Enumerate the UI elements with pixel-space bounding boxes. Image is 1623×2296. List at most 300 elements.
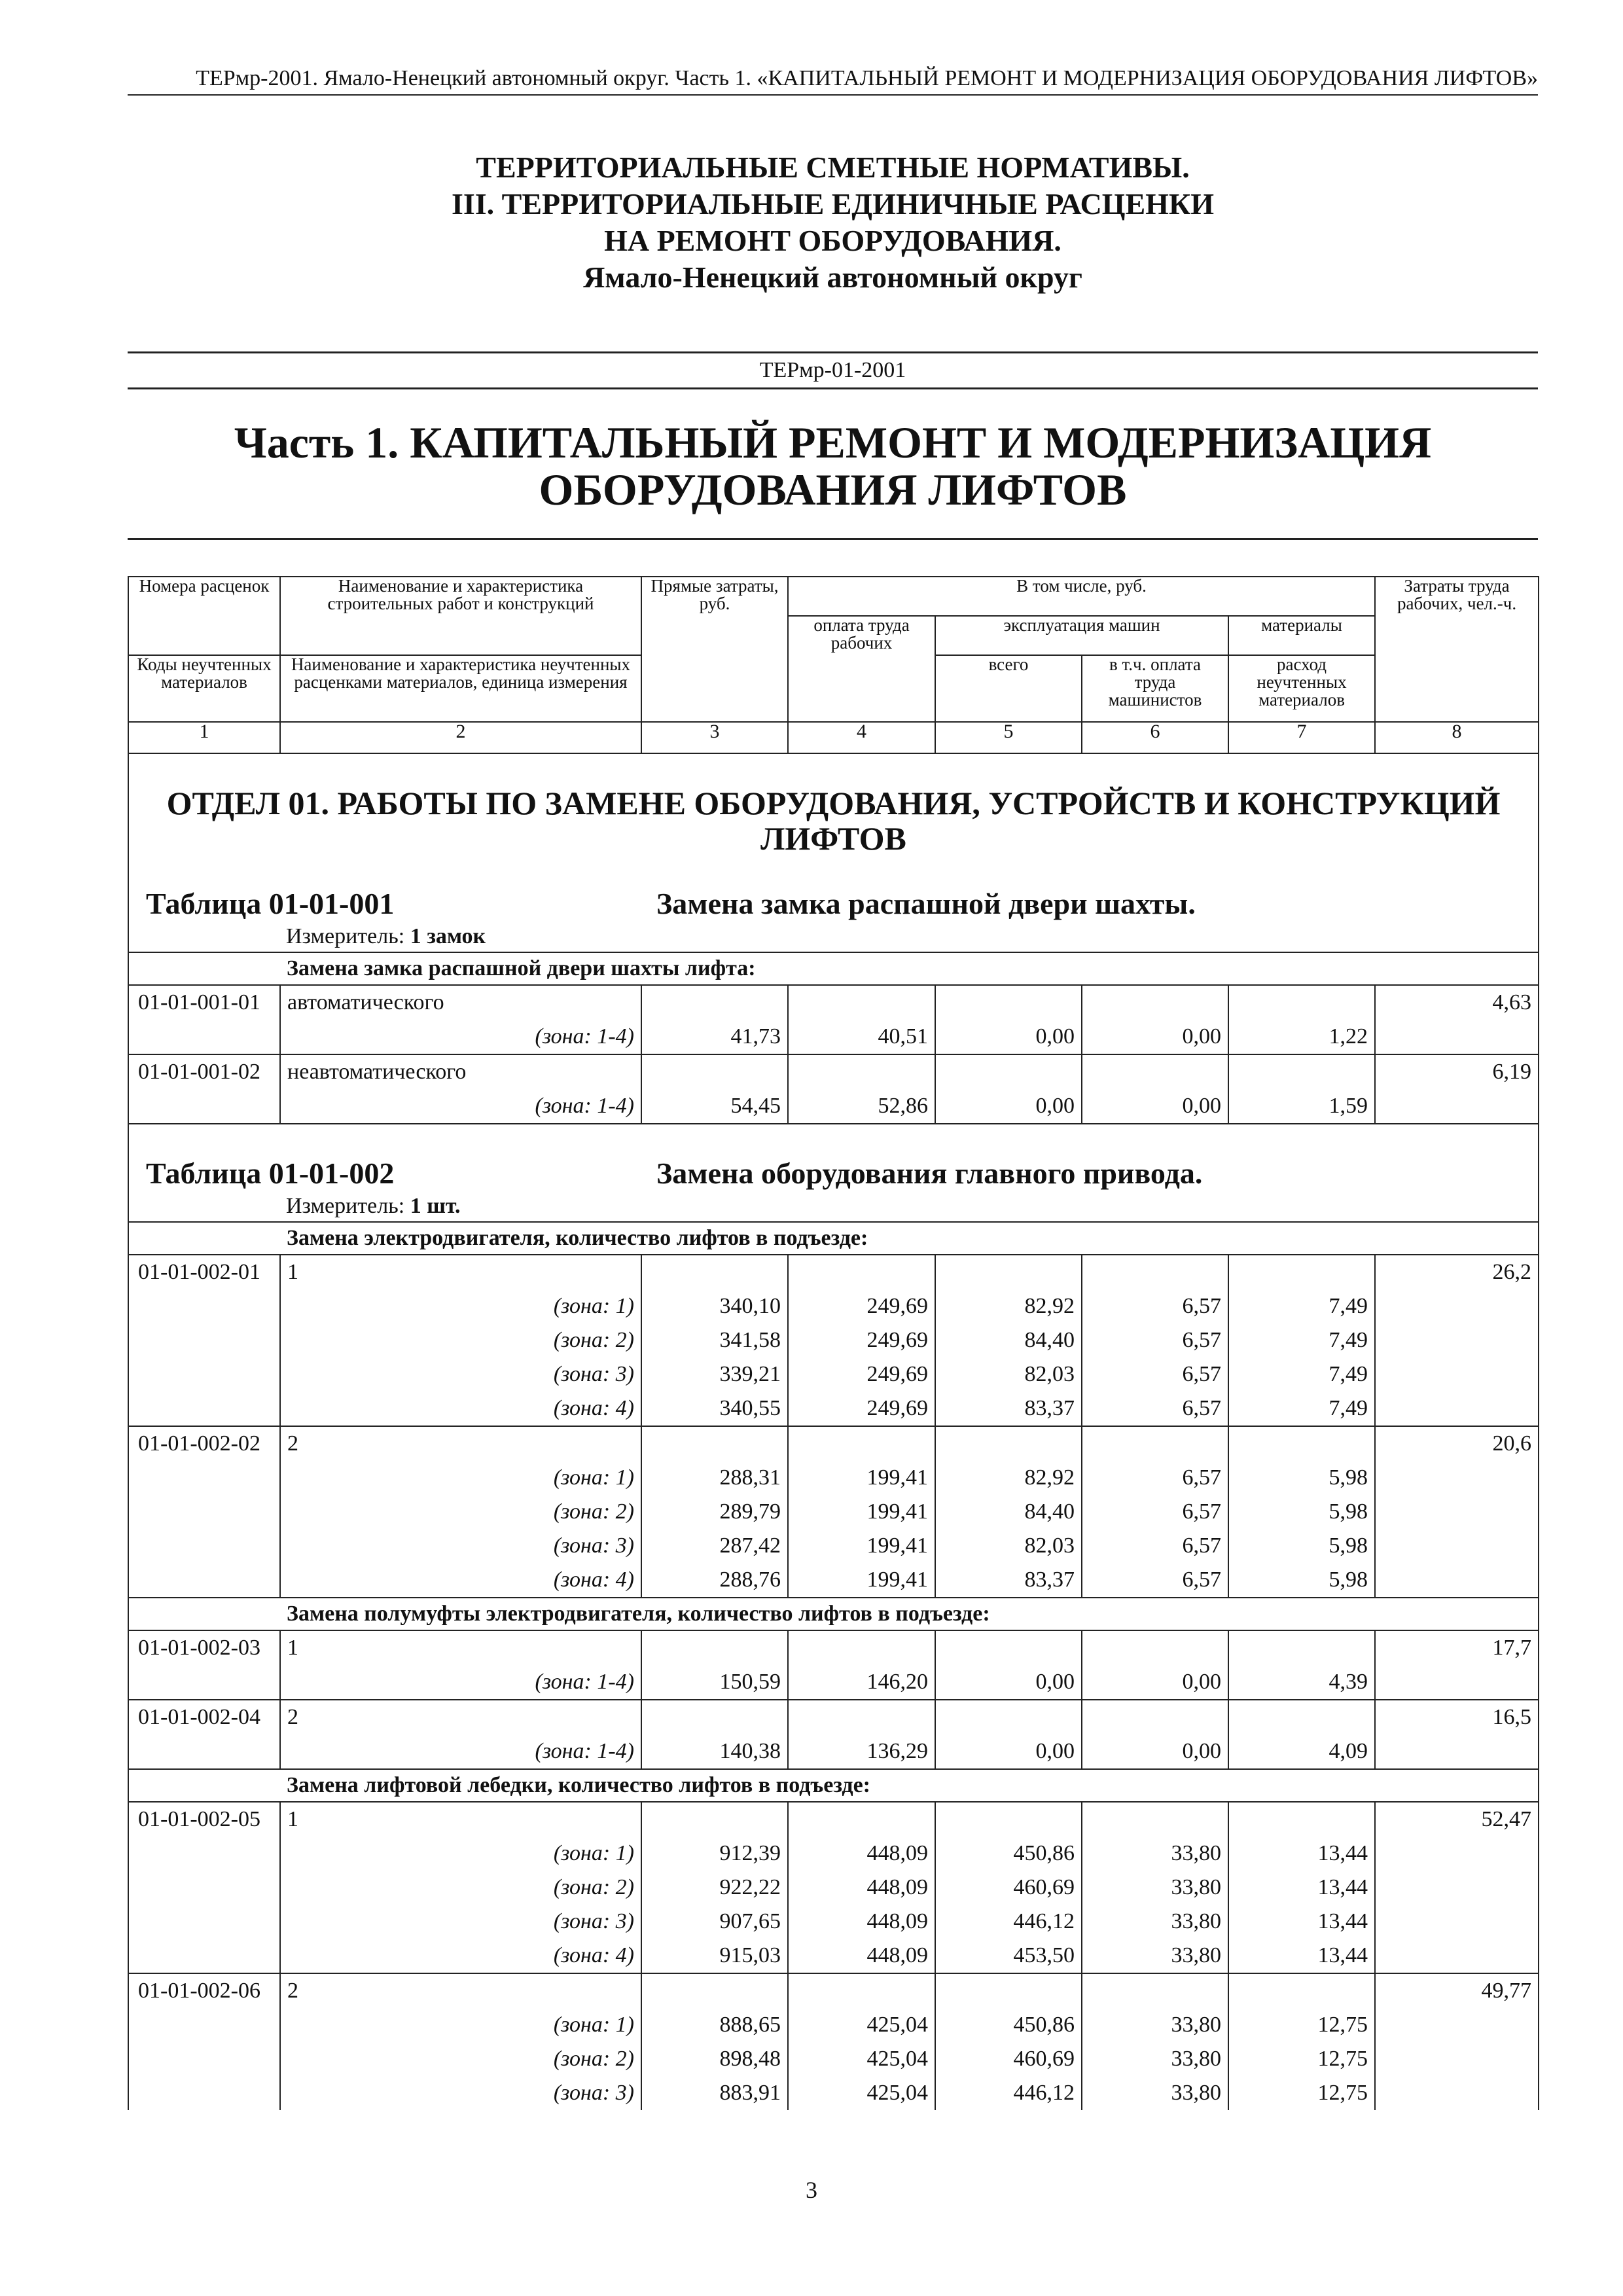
machines-total: 82,03 (935, 1529, 1082, 1563)
empty-cell (1082, 1426, 1228, 1461)
operator-wages: 0,00 (1082, 1665, 1228, 1700)
group-end-cell (1375, 952, 1539, 985)
materials-cost: 13,44 (1228, 1837, 1375, 1871)
header-material-codes: Коды неучтенных материалов (128, 655, 280, 722)
empty-cell (935, 985, 1082, 1020)
zone-label: (зона: 1-4) (280, 1020, 641, 1054)
labor-cost: 26,2 (1375, 1255, 1539, 1289)
empty-cell (1082, 1255, 1228, 1289)
materials-cost: 7,49 (1228, 1357, 1375, 1391)
operator-wages: 33,80 (1082, 1837, 1228, 1871)
empty-cell (935, 1700, 1082, 1734)
header-labor-costs: Затраты труда рабочих, чел.-ч. (1375, 577, 1539, 722)
direct-costs: 341,58 (641, 1323, 788, 1357)
zone-row (128, 1089, 1539, 1124)
empty-cell (128, 2076, 280, 2110)
empty-cell (1375, 1461, 1539, 1495)
empty-cell (935, 1426, 1082, 1461)
materials-cost: 13,44 (1228, 1905, 1375, 1939)
empty-cell (1375, 1391, 1539, 1426)
zone-row (128, 1461, 1539, 1495)
group-end-cell (1375, 1769, 1539, 1802)
zone-row (128, 2076, 1539, 2110)
empty-cell (128, 1905, 280, 1939)
empty-cell (1375, 1529, 1539, 1563)
empty-cell (128, 2008, 280, 2042)
empty-cell (788, 985, 935, 1020)
meter-label: Измеритель: (286, 1194, 405, 1218)
empty-cell (1375, 1089, 1539, 1124)
empty-cell (1228, 1973, 1375, 2008)
table-row (128, 1255, 1539, 1289)
direct-costs: 883,91 (641, 2076, 788, 2110)
operator-wages: 33,80 (1082, 1939, 1228, 1973)
empty-cell (1228, 985, 1375, 1020)
machines-total: 82,03 (935, 1357, 1082, 1391)
empty-cell (788, 1802, 935, 1837)
meter-cell (128, 922, 1539, 952)
labor-cost: 20,6 (1375, 1426, 1539, 1461)
table-row (128, 985, 1539, 1020)
meter-label: Измеритель: (286, 924, 405, 948)
rate-code: 01-01-002-06 (128, 1973, 280, 2008)
worker-wages: 448,09 (788, 1939, 935, 1973)
direct-costs: 54,45 (641, 1089, 788, 1124)
zone-row (128, 1939, 1539, 1973)
empty-cell (1228, 1630, 1375, 1665)
machines-total: 453,50 (935, 1939, 1082, 1973)
group-row (128, 1769, 1539, 1802)
labor-cost: 4,63 (1375, 985, 1539, 1020)
table-header (128, 577, 1539, 753)
empty-cell (1228, 1255, 1375, 1289)
table-title: Замена оборудования главного привода. (656, 1157, 1203, 1190)
work-name: 2 (280, 1426, 641, 1461)
materials-cost: 5,98 (1228, 1461, 1375, 1495)
work-name: 2 (280, 1700, 641, 1734)
labor-cost: 6,19 (1375, 1054, 1539, 1089)
group-code-cell (128, 1598, 280, 1630)
empty-cell (128, 1837, 280, 1871)
empty-cell (128, 1020, 280, 1054)
empty-cell (1375, 1837, 1539, 1871)
direct-costs: 922,22 (641, 1871, 788, 1905)
zone-label: (зона: 2) (280, 2042, 641, 2076)
group-end-cell (1375, 1222, 1539, 1255)
work-name: 1 (280, 1255, 641, 1289)
worker-wages: 199,41 (788, 1563, 935, 1598)
direct-costs: 288,76 (641, 1563, 788, 1598)
empty-cell (1375, 1020, 1539, 1054)
machines-total: 446,12 (935, 2076, 1082, 2110)
empty-cell (1228, 1700, 1375, 1734)
empty-cell (1082, 1630, 1228, 1665)
worker-wages: 448,09 (788, 1871, 935, 1905)
zone-label: (зона: 3) (280, 1357, 641, 1391)
empty-cell (1375, 1665, 1539, 1700)
empty-cell (1375, 1289, 1539, 1323)
table-title: Замена замка распашной двери шахты. (656, 887, 1196, 920)
group-code-cell (128, 1769, 280, 1802)
empty-cell (641, 1802, 788, 1837)
empty-cell (641, 1973, 788, 2008)
empty-cell (788, 1054, 935, 1089)
empty-cell (128, 1357, 280, 1391)
meter (135, 922, 1531, 952)
zone-row (128, 1289, 1539, 1323)
column-number: 6 (1082, 722, 1228, 753)
column-number: 7 (1228, 722, 1375, 753)
machines-total: 0,00 (935, 1665, 1082, 1700)
worker-wages: 199,41 (788, 1529, 935, 1563)
column-number: 4 (788, 722, 935, 753)
empty-cell (935, 1973, 1082, 2008)
column-number: 5 (935, 722, 1082, 753)
group-title: Замена полумуфты электродвигателя, количество лифтов в подъезде: (280, 1598, 1375, 1630)
group-row (128, 1598, 1539, 1630)
machines-total: 82,92 (935, 1461, 1082, 1495)
direct-costs: 915,03 (641, 1939, 788, 1973)
worker-wages: 40,51 (788, 1020, 935, 1054)
spacer-cell (128, 1124, 1539, 1144)
empty-cell (1082, 985, 1228, 1020)
table-row (128, 1426, 1539, 1461)
header-operator-wages: в т.ч. оплата труда машинистов (1082, 655, 1228, 722)
labor-cost: 16,5 (1375, 1700, 1539, 1734)
meter-row (128, 1191, 1539, 1222)
materials-cost: 5,98 (1228, 1563, 1375, 1598)
rate-code: 01-01-002-04 (128, 1700, 280, 1734)
empty-cell (128, 1939, 280, 1973)
zone-row (128, 1357, 1539, 1391)
meter-cell (128, 1191, 1539, 1222)
labor-cost: 17,7 (1375, 1630, 1539, 1665)
labor-cost: 49,77 (1375, 1973, 1539, 2008)
direct-costs: 150,59 (641, 1665, 788, 1700)
direct-costs: 907,65 (641, 1905, 788, 1939)
part-title-line: ОБОРУДОВАНИЯ ЛИФТОВ (539, 465, 1127, 514)
direct-costs: 288,31 (641, 1461, 788, 1495)
worker-wages: 146,20 (788, 1665, 935, 1700)
column-number: 3 (641, 722, 788, 753)
worker-wages: 249,69 (788, 1391, 935, 1426)
table-body (128, 753, 1539, 2110)
empty-cell (1375, 1357, 1539, 1391)
document-title (128, 149, 1538, 296)
operator-wages: 6,57 (1082, 1495, 1228, 1529)
empty-cell (788, 1700, 935, 1734)
empty-cell (128, 1461, 280, 1495)
operator-wages: 6,57 (1082, 1357, 1228, 1391)
zone-row (128, 1323, 1539, 1357)
zone-row (128, 2042, 1539, 2076)
document-title-line: III. ТЕРРИТОРИАЛЬНЫЕ ЕДИНИЧНЫЕ РАСЦЕНКИ (451, 187, 1215, 221)
empty-cell (788, 1255, 935, 1289)
meter (135, 1191, 1531, 1221)
materials-cost: 1,22 (1228, 1020, 1375, 1054)
zone-label: (зона: 1) (280, 1837, 641, 1871)
meter-row (128, 922, 1539, 952)
machines-total: 84,40 (935, 1323, 1082, 1357)
worker-wages: 425,04 (788, 2076, 935, 2110)
group-code-cell (128, 1222, 280, 1255)
empty-cell (1228, 1426, 1375, 1461)
zone-row (128, 1529, 1539, 1563)
empty-cell (788, 1426, 935, 1461)
document-code: ТЕРмр-01-2001 (128, 351, 1538, 389)
part-title-line: Часть 1. КАПИТАЛЬНЫЙ РЕМОНТ И МОДЕРНИЗАЦИЯ (234, 418, 1432, 467)
materials-cost: 12,75 (1228, 2008, 1375, 2042)
group-title: Замена замка распашной двери шахты лифта: (280, 952, 1375, 985)
zone-label: (зона: 1-4) (280, 1734, 641, 1769)
empty-cell (935, 1054, 1082, 1089)
empty-cell (1228, 1802, 1375, 1837)
group-row (128, 952, 1539, 985)
machines-total: 84,40 (935, 1495, 1082, 1529)
empty-cell (128, 1289, 280, 1323)
zone-label: (зона: 3) (280, 2076, 641, 2110)
operator-wages: 33,80 (1082, 2076, 1228, 2110)
zone-label: (зона: 1-4) (280, 1089, 641, 1124)
worker-wages: 448,09 (788, 1905, 935, 1939)
empty-cell (1375, 1939, 1539, 1973)
empty-cell (128, 1323, 280, 1357)
empty-cell (641, 1255, 788, 1289)
worker-wages: 425,04 (788, 2042, 935, 2076)
empty-cell (1082, 1700, 1228, 1734)
group-title: Замена лифтовой лебедки, количество лифтов в подъезде: (280, 1769, 1375, 1802)
part-title (128, 419, 1538, 513)
work-name: автоматического (280, 985, 641, 1020)
machines-total: 460,69 (935, 2042, 1082, 2076)
section-row (128, 753, 1539, 874)
operator-wages: 6,57 (1082, 1323, 1228, 1357)
document-title-line: ТЕРРИТОРИАЛЬНЫЕ СМЕТНЫЕ НОРМАТИВЫ. (476, 151, 1190, 184)
page-number: 3 (806, 2177, 817, 2203)
zone-label: (зона: 1) (280, 2008, 641, 2042)
zone-row (128, 1391, 1539, 1426)
zone-row (128, 1837, 1539, 1871)
direct-costs: 140,38 (641, 1734, 788, 1769)
empty-cell (128, 1665, 280, 1700)
empty-cell (1375, 2042, 1539, 2076)
machines-total: 446,12 (935, 1905, 1082, 1939)
materials-cost: 7,49 (1228, 1323, 1375, 1357)
worker-wages: 249,69 (788, 1289, 935, 1323)
direct-costs: 340,55 (641, 1391, 788, 1426)
zone-label: (зона: 2) (280, 1495, 641, 1529)
table-caption (128, 1144, 1539, 1191)
machines-total: 83,37 (935, 1563, 1082, 1598)
zone-label: (зона: 3) (280, 1905, 641, 1939)
table-number: Таблица 01-01-002 (146, 1157, 395, 1190)
work-name: 1 (280, 1802, 641, 1837)
direct-costs: 898,48 (641, 2042, 788, 2076)
work-name: 2 (280, 1973, 641, 2008)
direct-costs: 289,79 (641, 1495, 788, 1529)
column-number: 8 (1375, 722, 1539, 753)
empty-cell (1228, 1054, 1375, 1089)
zone-label: (зона: 4) (280, 1391, 641, 1426)
empty-cell (1375, 1871, 1539, 1905)
operator-wages: 6,57 (1082, 1563, 1228, 1598)
direct-costs: 888,65 (641, 2008, 788, 2042)
work-name: 1 (280, 1630, 641, 1665)
materials-cost: 1,59 (1228, 1089, 1375, 1124)
machines-total: 460,69 (935, 1871, 1082, 1905)
empty-cell (128, 1529, 280, 1563)
machines-total: 450,86 (935, 1837, 1082, 1871)
materials-cost: 12,75 (1228, 2076, 1375, 2110)
work-name: неавтоматического (280, 1054, 641, 1089)
worker-wages: 425,04 (788, 2008, 935, 2042)
operator-wages: 33,80 (1082, 1905, 1228, 1939)
empty-cell (641, 1700, 788, 1734)
operator-wages: 33,80 (1082, 2042, 1228, 2076)
table-row (128, 1630, 1539, 1665)
materials-cost: 5,98 (1228, 1529, 1375, 1563)
operator-wages: 6,57 (1082, 1529, 1228, 1563)
empty-cell (1375, 1563, 1539, 1598)
group-end-cell (1375, 1598, 1539, 1630)
materials-cost: 7,49 (1228, 1289, 1375, 1323)
zone-row (128, 1665, 1539, 1700)
table-caption (128, 874, 1539, 922)
table-spacer-row (128, 1124, 1539, 1144)
zone-label: (зона: 1) (280, 1461, 641, 1495)
operator-wages: 33,80 (1082, 2008, 1228, 2042)
materials-cost: 13,44 (1228, 1939, 1375, 1973)
zone-label: (зона: 1-4) (280, 1665, 641, 1700)
machines-total: 450,86 (935, 2008, 1082, 2042)
table-number: Таблица 01-01-001 (146, 887, 395, 920)
zone-row (128, 1020, 1539, 1054)
empty-cell (1375, 2076, 1539, 2110)
materials-cost: 4,39 (1228, 1665, 1375, 1700)
zone-label: (зона: 3) (280, 1529, 641, 1563)
empty-cell (128, 2042, 280, 2076)
header-materials: материалы (1228, 616, 1375, 655)
operator-wages: 33,80 (1082, 1871, 1228, 1905)
materials-cost: 13,44 (1228, 1871, 1375, 1905)
empty-cell (128, 1734, 280, 1769)
direct-costs: 41,73 (641, 1020, 788, 1054)
rate-code: 01-01-002-03 (128, 1630, 280, 1665)
zone-row (128, 1905, 1539, 1939)
zone-label: (зона: 4) (280, 1563, 641, 1598)
worker-wages: 136,29 (788, 1734, 935, 1769)
title-divider (128, 538, 1538, 540)
empty-cell (128, 1871, 280, 1905)
empty-cell (1082, 1802, 1228, 1837)
machines-total: 0,00 (935, 1089, 1082, 1124)
worker-wages: 199,41 (788, 1461, 935, 1495)
machines-total: 83,37 (935, 1391, 1082, 1426)
machines-total: 0,00 (935, 1734, 1082, 1769)
worker-wages: 52,86 (788, 1089, 935, 1124)
rate-code: 01-01-001-02 (128, 1054, 280, 1089)
zone-row (128, 2008, 1539, 2042)
header-machines-total: всего (935, 655, 1082, 722)
machines-total: 0,00 (935, 1020, 1082, 1054)
meter-value: 1 шт. (410, 1194, 461, 1218)
header-including: В том числе, руб. (788, 577, 1375, 616)
rate-code: 01-01-001-01 (128, 985, 280, 1020)
zone-label: (зона: 2) (280, 1871, 641, 1905)
header-material-names: Наименование и характеристика неучтенных расценками материалов, единица измерения (280, 655, 641, 722)
empty-cell (128, 1563, 280, 1598)
group-title: Замена электродвигателя, количество лифтов в подъезде: (280, 1222, 1375, 1255)
empty-cell (128, 1089, 280, 1124)
empty-cell (788, 1630, 935, 1665)
header-work-name: Наименование и характеристика строительных работ и конструкций (280, 577, 641, 655)
empty-cell (1082, 1973, 1228, 2008)
empty-cell (128, 1495, 280, 1529)
direct-costs: 912,39 (641, 1837, 788, 1871)
empty-cell (1375, 1905, 1539, 1939)
document-title-line: Ямало-Ненецкий автономный округ (583, 260, 1082, 294)
empty-cell (641, 1426, 788, 1461)
header-rate-numbers: Номера расценок (128, 577, 280, 655)
group-code-cell (128, 952, 280, 985)
empty-cell (1375, 1323, 1539, 1357)
rate-code: 01-01-002-05 (128, 1802, 280, 1837)
empty-cell (788, 1973, 935, 2008)
meter-value: 1 замок (410, 924, 486, 948)
materials-cost: 7,49 (1228, 1391, 1375, 1426)
worker-wages: 199,41 (788, 1495, 935, 1529)
zone-row (128, 1871, 1539, 1905)
rate-code: 01-01-002-02 (128, 1426, 280, 1461)
operator-wages: 6,57 (1082, 1391, 1228, 1426)
empty-cell (935, 1802, 1082, 1837)
empty-cell (935, 1255, 1082, 1289)
direct-costs: 287,42 (641, 1529, 788, 1563)
operator-wages: 0,00 (1082, 1089, 1228, 1124)
direct-costs: 339,21 (641, 1357, 788, 1391)
empty-cell (641, 1630, 788, 1665)
group-row (128, 1222, 1539, 1255)
zone-row (128, 1495, 1539, 1529)
running-header: ТЕРмр-2001. Ямало-Ненецкий автономный округ. Часть 1. «КАПИТАЛЬНЫЙ РЕМОНТ И МОДЕРНИЗАЦИЯ ОБОРУДОВАНИЯ ЛИФТОВ» (128, 65, 1538, 96)
empty-cell (641, 985, 788, 1020)
operator-wages: 6,57 (1082, 1461, 1228, 1495)
header-direct-costs: Прямые затраты, руб. (641, 577, 788, 722)
table-row (128, 1054, 1539, 1089)
worker-wages: 448,09 (788, 1837, 935, 1871)
zone-label: (зона: 2) (280, 1323, 641, 1357)
document-title-line: НА РЕМОНТ ОБОРУДОВАНИЯ. (604, 224, 1061, 257)
labor-cost: 52,47 (1375, 1802, 1539, 1837)
empty-cell (935, 1630, 1082, 1665)
section-title: ОТДЕЛ 01. РАБОТЫ ПО ЗАМЕНЕ ОБОРУДОВАНИЯ, УСТРОЙСТВ И КОНСТРУКЦИЙ ЛИФТОВ (128, 753, 1539, 874)
worker-wages: 249,69 (788, 1357, 935, 1391)
empty-cell (128, 1391, 280, 1426)
header-wages: оплата труда рабочих (788, 616, 935, 722)
materials-cost: 4,09 (1228, 1734, 1375, 1769)
table-row (128, 1802, 1539, 1837)
empty-cell (641, 1054, 788, 1089)
header-material-consumption: расход неучтенных материалов (1228, 655, 1375, 722)
zone-label: (зона: 4) (280, 1939, 641, 1973)
operator-wages: 6,57 (1082, 1289, 1228, 1323)
operator-wages: 0,00 (1082, 1020, 1228, 1054)
zone-row (128, 1563, 1539, 1598)
header-machines: эксплуатация машин (935, 616, 1228, 655)
empty-cell (1082, 1054, 1228, 1089)
empty-cell (1375, 1495, 1539, 1529)
empty-cell (1375, 2008, 1539, 2042)
